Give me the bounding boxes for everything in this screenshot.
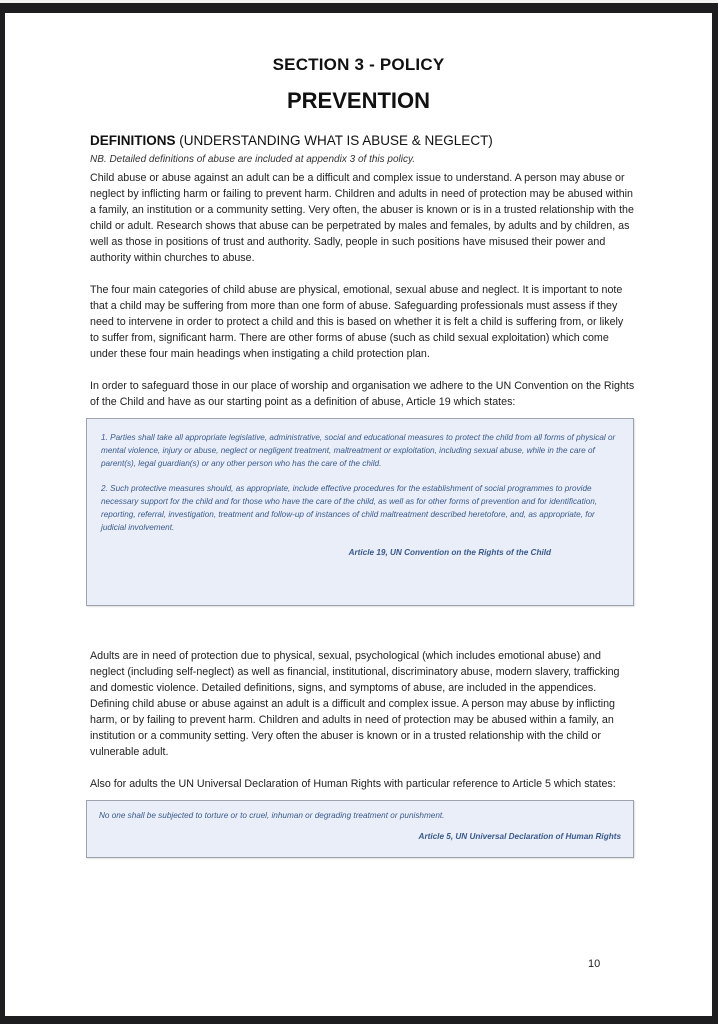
quote-item: 1. Parties shall take all appropriate legislative, administrative, social and educational measures to protect the child from all forms of physical or mental violence, injury or abuse, neglect or negligent treatment, maltreatment or exploitation, including sexual abuse, while in the care of parent(s), legal guardian(s) or any other person who has the care of the child. [101,433,616,468]
top-strip [0,0,718,3]
quote-citation: Article 19, UN Convention on the Rights of the Child [348,548,551,557]
quote-box-article-19 [86,418,634,606]
paragraph-categories: The four main categories of child abuse are physical, emotional, sexual abuse and neglect. It is important to note that a child may be suffering from more than one form of abuse. Safeguarding professionals must assess if they need to intervene in order to protect a child and this is based on whether it is felt a child is suffering from, or likely to suffer from, significant harm. There are other forms of abuse (such as child sexual exploitation) which come under these four main headings when instigating a child protection plan. [90,284,624,360]
page-title: PREVENTION [286,88,431,113]
paragraph-un-convention: In order to safeguard those in our place of worship and organisation we adhere to the UN Convention on the Rights of the Child and have as our starting point as a definition of abuse, Article 19 which states: [90,380,635,408]
page-number: 10 [588,958,601,970]
paragraph-udhr: Also for adults the UN Universal Declaration of Human Rights with particular reference to Article 5 which states: [90,778,616,790]
quote-box-article-5 [86,800,634,858]
appendix-note: NB. Detailed definitions of abuse are included at appendix 3 of this policy. [90,154,416,165]
definitions-heading [90,133,635,148]
quote-text: No one shall be subjected to torture or to cruel, inhuman or degrading treatment or punishment. [99,811,445,820]
definitions-heading-bold: DEFINITIONS [90,133,176,148]
document-page [5,13,712,1016]
definitions-heading-rest: (UNDERSTANDING WHAT IS ABUSE & NEGLECT) [175,133,493,148]
section-title: SECTION 3 - POLICY [272,55,445,74]
quote-citation: Article 5, UN Universal Declaration of Human Rights [418,832,621,841]
quote-item: 2. Such protective measures should, as appropriate, include effective procedures for the establishment of social programmes to provide necessary support for the child and for those who have the care of the child, as well as for other forms of prevention and for identification, reporting, referral, investigation, treatment and follow-up of instances of child maltreatment described heretofore, and, as appropriate, for judicial involvement. [101,484,598,532]
page-content [90,133,635,858]
paragraph-adults-protection: Adults are in need of protection due to physical, sexual, psychological (which includes emotional abuse) and neglect (including self-neglect) as well as financial, institutional, discriminatory abuse, modern slavery, trafficking and domestic violence. Detailed definitions, signs, and symptoms of abuse, are included in the appendices. Defining child abuse or abuse against an adult is a difficult and complex issue. A person may abuse by inflicting harm, or by failing to prevent harm. Children and adults in need of protection may be abused within a family, an institution or a community setting. Very often the abuser is known or in a trusted relationship with the child or vulnerable adult. [90,650,620,758]
paragraph-abuse-intro: Child abuse or abuse against an adult can be a difficult and complex issue to understand. A person may abuse or neglect by inflicting harm or failing to prevent harm. Children and adults in need of protection may be abused within a family, an institution or a community setting. Very often, the abuser is known or is in a trusted relationship with the child or adult. Research shows that abuse can be perpetrated by males and females, by adults and by children, as well as those in positions of trust and authority. Sadly, people in such positions have misused their power and authority within churches to abuse. [90,172,634,264]
